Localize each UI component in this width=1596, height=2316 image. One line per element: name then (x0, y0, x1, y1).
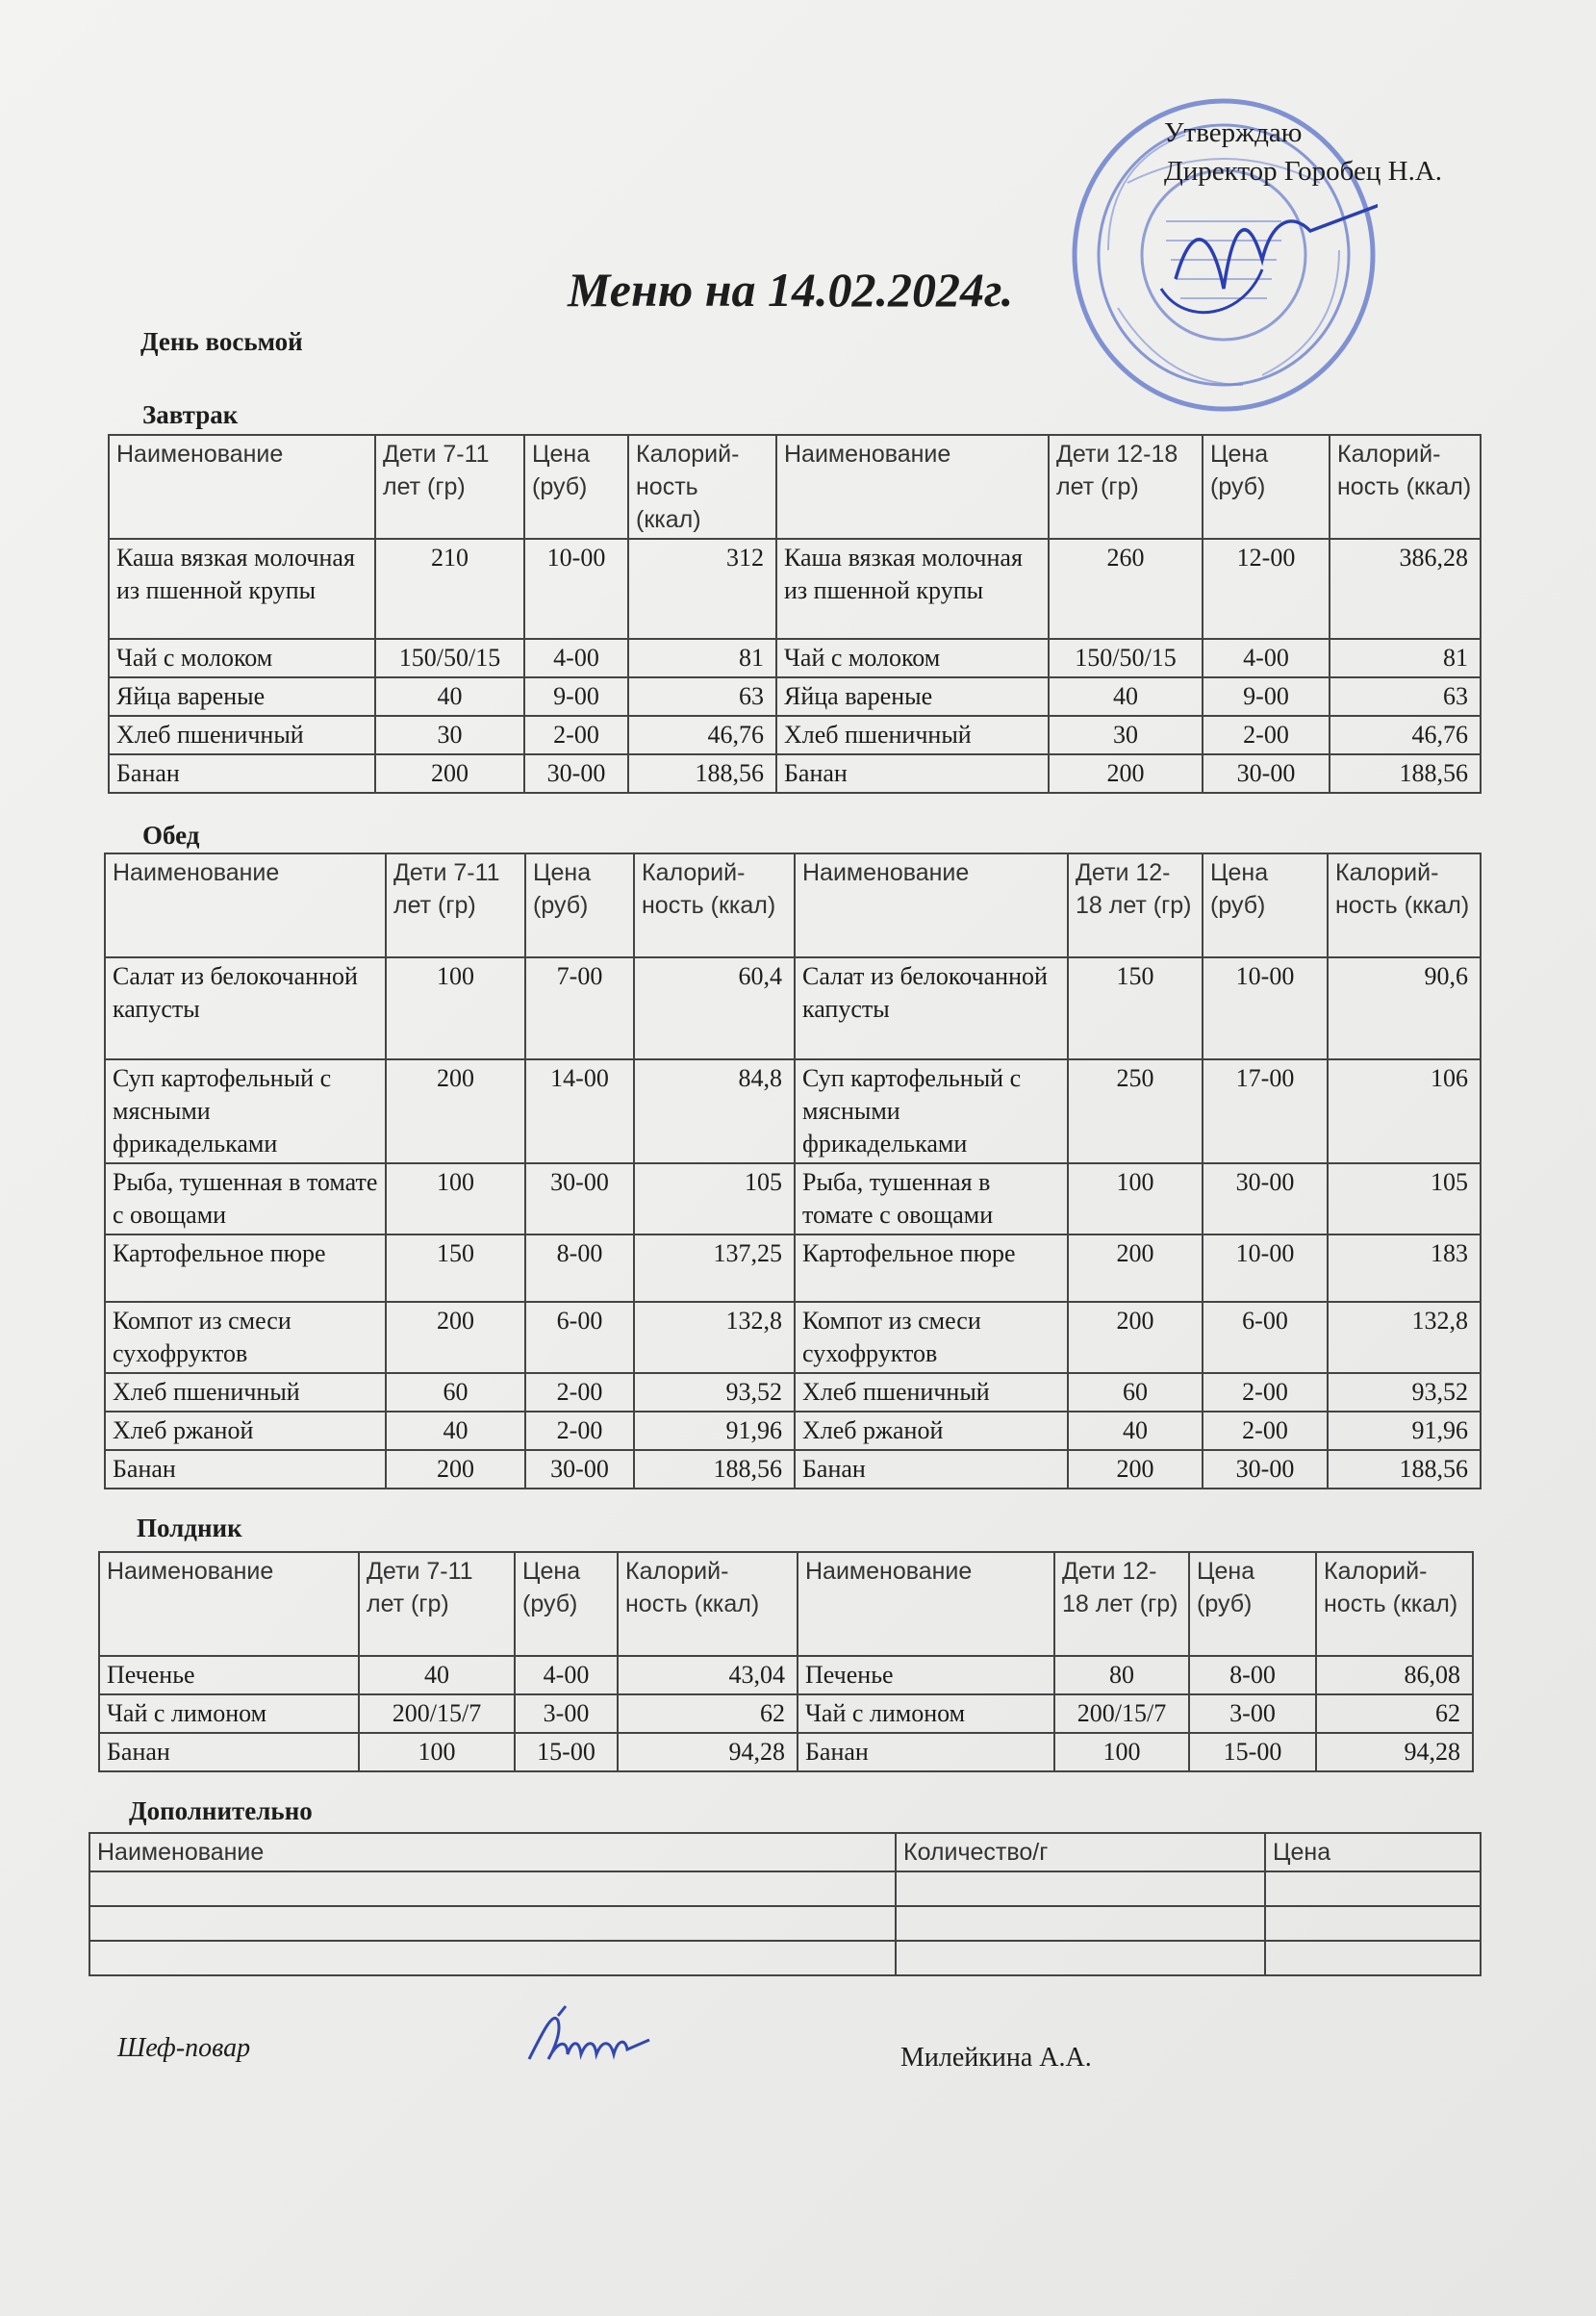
cell-price-7-11: 2-00 (525, 1412, 634, 1450)
cell-price-12-18: 3-00 (1189, 1694, 1316, 1733)
table-row (105, 1412, 1481, 1450)
cell-price-12-18: 2-00 (1203, 716, 1330, 754)
table-row (105, 1302, 1481, 1373)
cell-kcal-7-11: 188,56 (634, 1450, 795, 1489)
cell-name-7-11: Чай с лимоном (99, 1694, 359, 1733)
cell-price-7-11: 6-00 (525, 1302, 634, 1373)
cell-name-12-18: Банан (798, 1733, 1054, 1771)
cell-kcal-12-18: 81 (1330, 639, 1481, 677)
header-weight-12-18: Дети 12-18 лет (гр) (1068, 853, 1203, 957)
cell-weight-12-18: 200 (1068, 1302, 1203, 1373)
cell-weight-7-11: 100 (359, 1733, 515, 1771)
cell-weight-7-11: 150 (386, 1234, 525, 1302)
cell-weight-7-11: 210 (375, 539, 524, 639)
approval-line-1: Утверждаю (1164, 117, 1303, 148)
day-label: День восьмой (140, 327, 303, 356)
cell-price-12-18: 30-00 (1203, 1163, 1328, 1234)
extra-table (89, 1832, 1482, 1976)
cell-weight-12-18: 40 (1068, 1412, 1203, 1450)
table-row (99, 1694, 1473, 1733)
cell-kcal-12-18: 91,96 (1328, 1412, 1481, 1450)
cell-price-7-11: 4-00 (515, 1656, 618, 1694)
cell-kcal-12-18: 62 (1316, 1694, 1473, 1733)
cell-weight-12-18: 100 (1054, 1733, 1189, 1771)
header-price-7-11: Цена (руб) (524, 435, 628, 539)
cell-name-7-11: Яйца вареные (109, 677, 375, 716)
cell-name-7-11: Хлеб пшеничный (109, 716, 375, 754)
cell-kcal-12-18: 188,56 (1330, 754, 1481, 793)
cell-name-7-11: Банан (99, 1733, 359, 1771)
cell-price-12-18: 30-00 (1203, 754, 1330, 793)
cell-kcal-7-11: 60,4 (634, 957, 795, 1059)
cell-weight-7-11: 200 (386, 1450, 525, 1489)
table-row (105, 1163, 1481, 1234)
extra-header-name: Наименование (89, 1833, 896, 1871)
cell-weight-7-11: 40 (375, 677, 524, 716)
cell-price-7-11: 14-00 (525, 1059, 634, 1163)
cell-price-12-18: 9-00 (1203, 677, 1330, 716)
cell-name-12-18: Компот из смеси сухофруктов (795, 1302, 1068, 1373)
table-row (109, 754, 1481, 793)
table-row (105, 1059, 1481, 1163)
cell-name-12-18: Печенье (798, 1656, 1054, 1694)
header-kcal-7-11: Калорий-ность (ккал) (628, 435, 776, 539)
header-price-7-11: Цена (руб) (515, 1552, 618, 1656)
breakfast-header-row (109, 435, 1481, 539)
header-weight-12-18: Дети 12-18 лет (гр) (1054, 1552, 1189, 1656)
extra-header-price: Цена (1265, 1833, 1481, 1871)
approval-block (1164, 114, 1442, 191)
cell-kcal-7-11: 105 (634, 1163, 795, 1234)
cell-price-7-11: 30-00 (524, 754, 628, 793)
cell-price-12-18: 17-00 (1203, 1059, 1328, 1163)
cell-weight-7-11: 200 (375, 754, 524, 793)
cell-name-7-11: Рыба, тушенная в томате с овощами (105, 1163, 386, 1234)
cell-weight-12-18: 150/50/15 (1049, 639, 1203, 677)
cell-price-7-11: 9-00 (524, 677, 628, 716)
cell-name-12-18: Чай с лимоном (798, 1694, 1054, 1733)
cell-weight-12-18: 60 (1068, 1373, 1203, 1412)
cell-weight-7-11: 40 (386, 1412, 525, 1450)
header-name-7-11: Наименование (99, 1552, 359, 1656)
cell-weight-12-18: 200 (1068, 1234, 1203, 1302)
header-weight-7-11: Дети 7-11 лет (гр) (375, 435, 524, 539)
header-kcal-12-18: Калорий-ность (ккал) (1328, 853, 1481, 957)
cell-price-7-11: 2-00 (525, 1373, 634, 1412)
cell-name-7-11: Хлеб пшеничный (105, 1373, 386, 1412)
extra-empty-cell (1265, 1941, 1481, 1975)
snack-title: Полдник (137, 1514, 242, 1542)
cell-kcal-7-11: 94,28 (618, 1733, 798, 1771)
table-row (109, 677, 1481, 716)
table-row (105, 1373, 1481, 1412)
chef-label: Шеф-повар (117, 2033, 251, 2063)
cell-name-7-11: Печенье (99, 1656, 359, 1694)
cell-weight-7-11: 200 (386, 1302, 525, 1373)
cell-kcal-12-18: 183 (1328, 1234, 1481, 1302)
cell-weight-12-18: 200/15/7 (1054, 1694, 1189, 1733)
cell-kcal-7-11: 137,25 (634, 1234, 795, 1302)
lunch-title: Обед (142, 821, 200, 850)
header-kcal-7-11: Калорий-ность (ккал) (634, 853, 795, 957)
extra-empty-cell (1265, 1871, 1481, 1906)
cell-name-12-18: Чай с молоком (776, 639, 1049, 677)
cell-kcal-7-11: 91,96 (634, 1412, 795, 1450)
cell-weight-12-18: 200 (1049, 754, 1203, 793)
table-row (99, 1656, 1473, 1694)
cell-kcal-7-11: 312 (628, 539, 776, 639)
table-row (99, 1733, 1473, 1771)
header-kcal-12-18: Калорий-ность (ккал) (1330, 435, 1481, 539)
cell-weight-12-18: 150 (1068, 957, 1203, 1059)
cell-weight-12-18: 100 (1068, 1163, 1203, 1234)
table-row (105, 1234, 1481, 1302)
table-row (109, 716, 1481, 754)
cell-name-12-18: Хлеб пшеничный (776, 716, 1049, 754)
cell-price-7-11: 30-00 (525, 1450, 634, 1489)
extra-empty-row (89, 1941, 1481, 1975)
cell-name-12-18: Салат из белокочанной капусты (795, 957, 1068, 1059)
lunch-header-row (105, 853, 1481, 957)
extra-title: Дополнительно (129, 1796, 313, 1825)
breakfast-title: Завтрак (142, 400, 239, 429)
cell-name-12-18: Яйца вареные (776, 677, 1049, 716)
cell-price-7-11: 3-00 (515, 1694, 618, 1733)
page-title: Меню на 14.02.2024г. (568, 263, 1014, 317)
cell-kcal-12-18: 132,8 (1328, 1302, 1481, 1373)
cell-weight-12-18: 260 (1049, 539, 1203, 639)
cell-weight-12-18: 250 (1068, 1059, 1203, 1163)
cell-kcal-7-11: 188,56 (628, 754, 776, 793)
cell-weight-7-11: 40 (359, 1656, 515, 1694)
table-row (109, 539, 1481, 639)
header-name-7-11: Наименование (109, 435, 375, 539)
cell-price-12-18: 10-00 (1203, 957, 1328, 1059)
snack-table (98, 1551, 1474, 1772)
cell-kcal-12-18: 386,28 (1330, 539, 1481, 639)
cell-kcal-12-18: 46,76 (1330, 716, 1481, 754)
extra-empty-cell (896, 1941, 1265, 1975)
cell-kcal-7-11: 62 (618, 1694, 798, 1733)
table-row (109, 639, 1481, 677)
extra-header-quantity: Количество/г (896, 1833, 1265, 1871)
extra-empty-cell (896, 1871, 1265, 1906)
cell-kcal-7-11: 84,8 (634, 1059, 795, 1163)
cell-price-7-11: 4-00 (524, 639, 628, 677)
snack-header-row (99, 1552, 1473, 1656)
cell-weight-7-11: 200/15/7 (359, 1694, 515, 1733)
cell-price-7-11: 2-00 (524, 716, 628, 754)
cell-weight-7-11: 100 (386, 1163, 525, 1234)
cell-name-12-18: Рыба, тушенная в томате с овощами (795, 1163, 1068, 1234)
header-weight-7-11: Дети 7-11 лет (гр) (359, 1552, 515, 1656)
header-price-12-18: Цена (руб) (1203, 435, 1330, 539)
cell-kcal-12-18: 63 (1330, 677, 1481, 716)
lunch-table (104, 853, 1482, 1489)
header-name-12-18: Наименование (795, 853, 1068, 957)
cell-weight-12-18: 40 (1049, 677, 1203, 716)
extra-header-row (89, 1833, 1481, 1871)
cell-name-12-18: Хлеб пшеничный (795, 1373, 1068, 1412)
cell-name-12-18: Суп картофельный с мясными фрикадельками (795, 1059, 1068, 1163)
cell-price-7-11: 15-00 (515, 1733, 618, 1771)
table-row (105, 957, 1481, 1059)
cell-weight-7-11: 200 (386, 1059, 525, 1163)
cell-kcal-12-18: 93,52 (1328, 1373, 1481, 1412)
cell-weight-7-11: 150/50/15 (375, 639, 524, 677)
cell-kcal-7-11: 81 (628, 639, 776, 677)
cell-name-7-11: Салат из белокочанной капусты (105, 957, 386, 1059)
cell-price-7-11: 8-00 (525, 1234, 634, 1302)
header-price-7-11: Цена (руб) (525, 853, 634, 957)
header-weight-12-18: Дети 12-18 лет (гр) (1049, 435, 1203, 539)
extra-empty-cell (1265, 1906, 1481, 1941)
header-kcal-12-18: Калорий-ность (ккал) (1316, 1552, 1473, 1656)
extra-empty-row (89, 1906, 1481, 1941)
approval-line-2: Директор Горобец Н.А. (1164, 156, 1443, 187)
cell-kcal-7-11: 93,52 (634, 1373, 795, 1412)
extra-empty-cell (89, 1906, 896, 1941)
cell-weight-7-11: 30 (375, 716, 524, 754)
table-row (105, 1450, 1481, 1489)
cell-price-7-11: 7-00 (525, 957, 634, 1059)
cell-name-7-11: Компот из смеси сухофруктов (105, 1302, 386, 1373)
cell-kcal-7-11: 46,76 (628, 716, 776, 754)
cell-kcal-12-18: 106 (1328, 1059, 1481, 1163)
extra-empty-row (89, 1871, 1481, 1906)
cell-kcal-12-18: 105 (1328, 1163, 1481, 1234)
cell-name-12-18: Банан (776, 754, 1049, 793)
header-price-12-18: Цена (руб) (1203, 853, 1328, 957)
extra-empty-cell (896, 1906, 1265, 1941)
breakfast-table (108, 434, 1482, 794)
cell-name-7-11: Хлеб ржаной (105, 1412, 386, 1450)
cell-price-12-18: 4-00 (1203, 639, 1330, 677)
cell-name-12-18: Картофельное пюре (795, 1234, 1068, 1302)
cell-kcal-12-18: 188,56 (1328, 1450, 1481, 1489)
cell-name-7-11: Банан (109, 754, 375, 793)
cell-kcal-12-18: 86,08 (1316, 1656, 1473, 1694)
cell-name-7-11: Чай с молоком (109, 639, 375, 677)
cell-kcal-12-18: 94,28 (1316, 1733, 1473, 1771)
cell-weight-7-11: 60 (386, 1373, 525, 1412)
header-name-12-18: Наименование (798, 1552, 1054, 1656)
cell-price-7-11: 10-00 (524, 539, 628, 639)
cell-price-12-18: 6-00 (1203, 1302, 1328, 1373)
chef-signature (519, 2001, 654, 2078)
cell-price-7-11: 30-00 (525, 1163, 634, 1234)
cell-price-12-18: 2-00 (1203, 1373, 1328, 1412)
cell-weight-12-18: 80 (1054, 1656, 1189, 1694)
header-kcal-7-11: Калорий-ность (ккал) (618, 1552, 798, 1656)
cell-price-12-18: 12-00 (1203, 539, 1330, 639)
header-name-12-18: Наименование (776, 435, 1049, 539)
cell-weight-12-18: 200 (1068, 1450, 1203, 1489)
cell-weight-7-11: 100 (386, 957, 525, 1059)
cell-price-12-18: 2-00 (1203, 1412, 1328, 1450)
cell-price-12-18: 15-00 (1189, 1733, 1316, 1771)
cell-name-7-11: Банан (105, 1450, 386, 1489)
cell-price-12-18: 30-00 (1203, 1450, 1328, 1489)
header-name-7-11: Наименование (105, 853, 386, 957)
cell-name-12-18: Каша вязкая молочная из пшенной крупы (776, 539, 1049, 639)
header-price-12-18: Цена (руб) (1189, 1552, 1316, 1656)
header-weight-7-11: Дети 7-11 лет (гр) (386, 853, 525, 957)
cell-kcal-7-11: 43,04 (618, 1656, 798, 1694)
cell-price-12-18: 8-00 (1189, 1656, 1316, 1694)
cell-kcal-12-18: 90,6 (1328, 957, 1481, 1059)
cell-name-7-11: Каша вязкая молочная из пшенной крупы (109, 539, 375, 639)
extra-empty-cell (89, 1871, 896, 1906)
cell-name-7-11: Картофельное пюре (105, 1234, 386, 1302)
cell-kcal-7-11: 63 (628, 677, 776, 716)
chef-name: Милейкина А.А. (900, 2043, 1092, 2073)
cell-name-12-18: Хлеб ржаной (795, 1412, 1068, 1450)
cell-price-12-18: 10-00 (1203, 1234, 1328, 1302)
cell-name-12-18: Банан (795, 1450, 1068, 1489)
cell-weight-12-18: 30 (1049, 716, 1203, 754)
cell-kcal-7-11: 132,8 (634, 1302, 795, 1373)
cell-name-7-11: Суп картофельный с мясными фрикадельками (105, 1059, 386, 1163)
extra-empty-cell (89, 1941, 896, 1975)
